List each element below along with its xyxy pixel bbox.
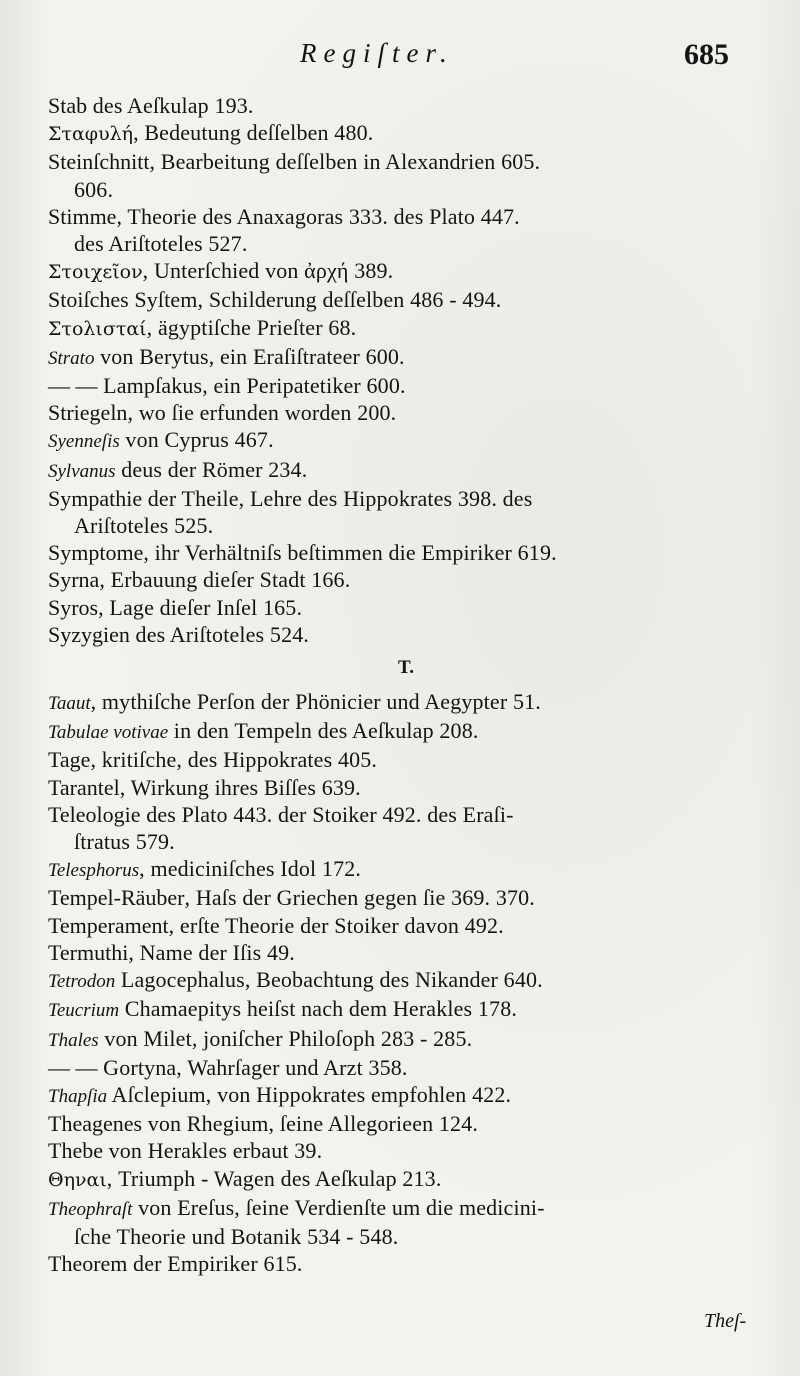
index-entry [48, 1165, 764, 1194]
entry-lemma: Sylvanus [48, 460, 116, 482]
entry-text: Chamaepitys heiſst nach dem Herakles 178. [119, 996, 518, 1022]
entry-text: Ariſtoteles 525. [74, 513, 214, 539]
index-entry [48, 939, 764, 966]
index-entry-continuation [48, 230, 764, 257]
index-entry [48, 92, 764, 119]
entry-lemma: Στοιχεῖον [48, 261, 143, 284]
entry-text: , Triumph - Wagen des Aeſkulap 213. [106, 1165, 442, 1191]
entry-lemma: Strato [48, 347, 95, 369]
index-entry [48, 1250, 764, 1277]
entry-lemma: Thales [48, 1029, 99, 1051]
entry-text: Gortyna, Wahrſager und Arzt 358. [97, 1054, 408, 1080]
entry-text: ſtratus 579. [74, 829, 175, 855]
index-entry [48, 801, 764, 828]
index-entry [48, 1110, 764, 1137]
entry-text: , mythiſche Perſon der Phönicier und Aegypter 51. [90, 689, 541, 715]
index-entry [48, 717, 764, 746]
entry-text: von Cyprus 467. [119, 427, 274, 453]
index-entry [48, 1054, 764, 1081]
entry-lemma: Tarantel [48, 774, 120, 800]
entry-text: , ihr Verhältniſs beſtimmen die Empiriker 619. [143, 540, 557, 566]
index-entry [48, 343, 764, 372]
section-t-entries [48, 688, 764, 1277]
index-entry [48, 1025, 764, 1054]
index-entry [48, 426, 764, 455]
index-entry-continuation [48, 512, 764, 539]
index-entry [48, 1194, 764, 1223]
entry-text: , Wirkung ihres Biſſes 639. [119, 774, 361, 800]
entry-lemma: — — [48, 1054, 98, 1080]
entry-lemma: Temperament [48, 912, 169, 938]
index-entry [48, 688, 764, 717]
entry-lemma: Tetrodon [48, 971, 116, 993]
index-entry [48, 912, 764, 939]
entry-lemma: Stab [48, 93, 88, 118]
index-entry [48, 148, 764, 175]
entry-lemma: Syrna [48, 567, 100, 593]
index-entry [48, 566, 764, 593]
entry-text: , Name der Iſis 49. [128, 939, 295, 965]
entry-text: , ägyptiſche Prieſter 68. [146, 314, 357, 340]
entry-text: Lagocephalus, Beobachtung des Nikander 640. [115, 967, 543, 993]
entry-text: des Ariſtoteles 524. [129, 621, 310, 647]
index-entry [48, 286, 764, 313]
entry-text: , Bedeutung deſſelben 480. [133, 120, 374, 146]
entry-lemma: Theophraſt [48, 1198, 133, 1220]
entry-lemma: Teucrium [48, 1000, 120, 1022]
index-entry-continuation [48, 1223, 764, 1250]
entry-text: von Rhegium, ſeine Allegorieen 124. [142, 1111, 479, 1137]
entry-text: , Erbauung dieſer Stadt 166. [99, 567, 351, 593]
entry-lemma: Στολισταί [48, 317, 147, 340]
entry-lemma: Sympathie [48, 485, 143, 511]
entry-text: 606. [74, 176, 114, 202]
entry-lemma: Syzygien [48, 621, 130, 647]
index-entry [48, 1137, 764, 1164]
page-header [0, 38, 800, 78]
entry-lemma: Thapſia [48, 1085, 108, 1107]
entry-text: von Ereſus, ſeine Verdienſte um die medicini- [132, 1194, 545, 1220]
entry-text: der Theile, Lehre des Hippokrates 398. des [142, 485, 533, 511]
index-entry [48, 774, 764, 801]
entry-lemma: Symptome [48, 540, 144, 566]
running-title: Regiſter. [300, 38, 454, 68]
entry-lemma: Σταφυλή [48, 123, 134, 146]
entry-text: , erſte Theorie der Stoiker davon 492. [168, 912, 504, 938]
entry-text: Aſclepium, von Hippokrates empfohlen 422. [107, 1081, 512, 1107]
catchword: Theſ- [704, 1310, 747, 1332]
entry-lemma: Stoiſches [48, 287, 129, 313]
index-entry [48, 203, 764, 230]
entry-text: von Berytus, ein Eraſiſtrateer 600. [94, 343, 405, 369]
index-entry-continuation [48, 828, 764, 855]
entry-text: Syſtem, Schilderung deſſelben 486 - 494. [128, 287, 502, 313]
entry-text: , Theorie des Anaxagoras 333. des Plato 447. [116, 203, 520, 229]
index-entry-continuation [48, 176, 764, 203]
entry-lemma: Taaut [48, 693, 91, 715]
index-entry [48, 884, 764, 911]
entry-text: , mediciniſches Idol 172. [139, 856, 362, 882]
entry-text: , Unterſchied von ἀρχή 389. [142, 258, 394, 284]
entry-text: des Ariſtoteles 527. [74, 231, 248, 257]
entry-lemma: Teleologie [48, 801, 141, 827]
entry-lemma: Termuthi [48, 939, 129, 965]
entry-text: Lampſakus, ein Peripatetiker 600. [97, 373, 406, 399]
entry-lemma: Tage [48, 747, 91, 773]
entry-lemma: Theorem [48, 1251, 128, 1277]
index-entry [48, 372, 764, 399]
entry-text: in den Tempeln des Aeſkulap 208. [168, 718, 479, 744]
entry-text: , Bearbeitung deſſelben in Alexandrien 605. [149, 149, 541, 175]
register-index [48, 92, 764, 1277]
entry-text: des Plato 443. der Stoiker 492. des Eraſi- [140, 801, 514, 827]
entry-text: , wo ſie erfunden worden 200. [127, 400, 397, 426]
entry-lemma: Tabulae votivae [48, 722, 169, 744]
index-entry [48, 746, 764, 773]
index-entry [48, 399, 764, 426]
entry-text: , kritiſche, des Hippokrates 405. [90, 747, 378, 773]
index-entry [48, 314, 764, 343]
index-entry [48, 119, 764, 148]
entry-text: deus der Römer 234. [115, 456, 308, 482]
index-entry [48, 621, 764, 648]
index-entry [48, 485, 764, 512]
entry-lemma: Striegeln [48, 400, 128, 426]
index-entry [48, 257, 764, 286]
index-entry [48, 1081, 764, 1110]
entry-text: des Aeſkulap 193. [87, 93, 254, 118]
entry-lemma: Θηναι [48, 1168, 107, 1191]
entry-lemma: Thebe [48, 1138, 103, 1164]
entry-lemma: — — [48, 373, 98, 399]
entry-lemma: Steinſchnitt [48, 149, 150, 175]
index-entry [48, 966, 764, 995]
entry-lemma: Syros [48, 594, 99, 620]
entry-lemma: Stimme [48, 203, 117, 229]
index-entry [48, 456, 764, 485]
entry-lemma: Telesphorus [48, 860, 140, 882]
section-letter: T. [397, 657, 414, 679]
entry-lemma: Syenneſis [48, 431, 120, 453]
entry-text: von Milet, joniſcher Philoſoph 283 - 285. [98, 1025, 473, 1051]
section-s-entries [48, 92, 764, 648]
page-number: 685 [684, 38, 729, 71]
index-entry [48, 539, 764, 566]
entry-text: der Empiriker 615. [127, 1251, 303, 1277]
entry-text: ſche Theorie und Botanik 534 - 548. [74, 1223, 399, 1249]
index-entry [48, 855, 764, 884]
entry-text: , Haſs der Griechen gegen ſie 369. 370. [184, 885, 535, 911]
entry-text: von Herakles erbaut 39. [102, 1138, 323, 1164]
entry-lemma: Theagenes [48, 1111, 143, 1137]
index-entry [48, 995, 764, 1024]
entry-lemma: Tempel-Räuber [48, 885, 185, 911]
entry-text: , Lage dieſer Inſel 165. [98, 594, 303, 620]
index-entry [48, 594, 764, 621]
